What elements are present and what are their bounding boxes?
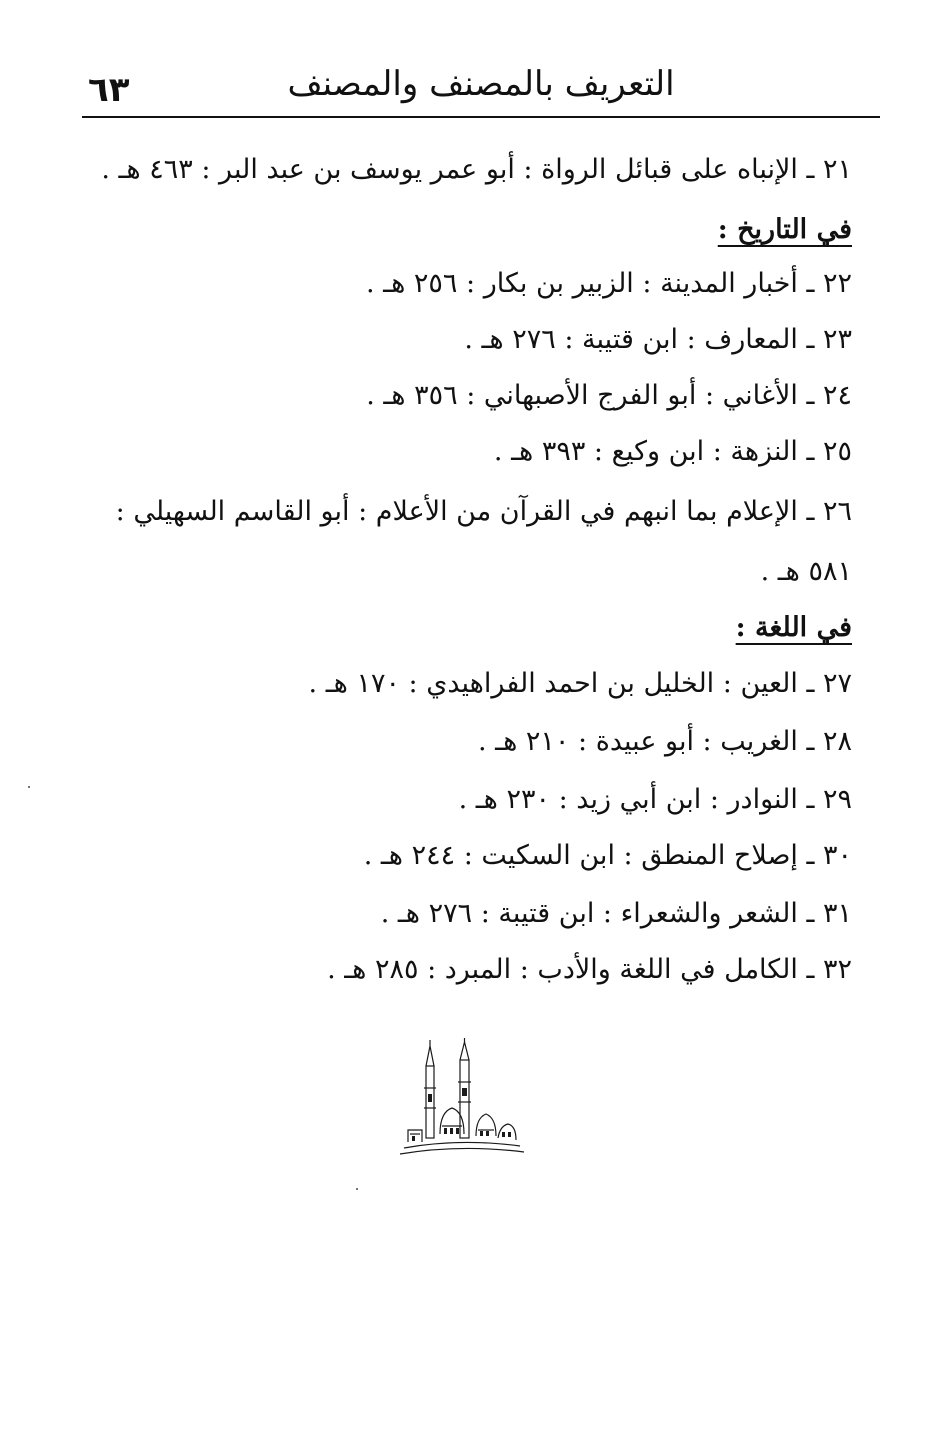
- entry-22: ٢٢ ـ أخبار المدينة : الزبير بن بكار : ٢٥٦ هـ .: [366, 268, 852, 299]
- page-number: ٦٣: [88, 70, 130, 110]
- entry-23: ٢٣ ـ المعارف : ابن قتيبة : ٢٧٦ هـ .: [464, 324, 852, 355]
- entry-27: ٢٧ ـ العين : الخليل بن احمد الفراهيدي : ١٧٠ هـ .: [308, 668, 852, 699]
- entry-31: ٣١ ـ الشعر والشعراء : ابن قتيبة : ٢٧٦ هـ .: [380, 898, 852, 929]
- page-body: [82, 0, 852, 1454]
- entry-30: ٣٠ ـ إصلاح المنطق : ابن السكيت : ٢٤٤ هـ .: [363, 840, 852, 871]
- entry-28: ٢٨ ـ الغريب : أبو عبيدة : ٢١٠ هـ .: [478, 726, 852, 757]
- entry-26-line-1: ٢٦ ـ الإعلام بما انبهم في القرآن من الأعلام : أبو القاسم السهيلي :: [115, 496, 852, 527]
- section-heading-history: في التاريخ :: [717, 214, 852, 245]
- entry-32: ٣٢ ـ الكامل في اللغة والأدب : المبرد : ٢٨٥ هـ .: [327, 954, 852, 985]
- entry-26-line-2: ٥٨١ هـ .: [760, 556, 852, 587]
- mosque-ornament-icon: [394, 1038, 526, 1156]
- scan-speck: [356, 1188, 358, 1190]
- entry-25: ٢٥ ـ النزهة : ابن وكيع : ٣٩٣ هـ .: [493, 436, 852, 467]
- entry-29: ٢٩ ـ النوادر : ابن أبي زيد : ٢٣٠ هـ .: [458, 784, 852, 815]
- scan-speck: [28, 786, 30, 788]
- entry-24: ٢٤ ـ الأغاني : أبو الفرج الأصبهاني : ٣٥٦ هـ .: [366, 380, 852, 411]
- running-title: التعريف بالمصنف والمصنف: [287, 64, 675, 104]
- section-heading-language: في اللغة :: [735, 612, 852, 643]
- entry-21: ٢١ ـ الإنباه على قبائل الرواة : أبو عمر يوسف بن عبد البر : ٤٦٣ هـ .: [101, 154, 852, 185]
